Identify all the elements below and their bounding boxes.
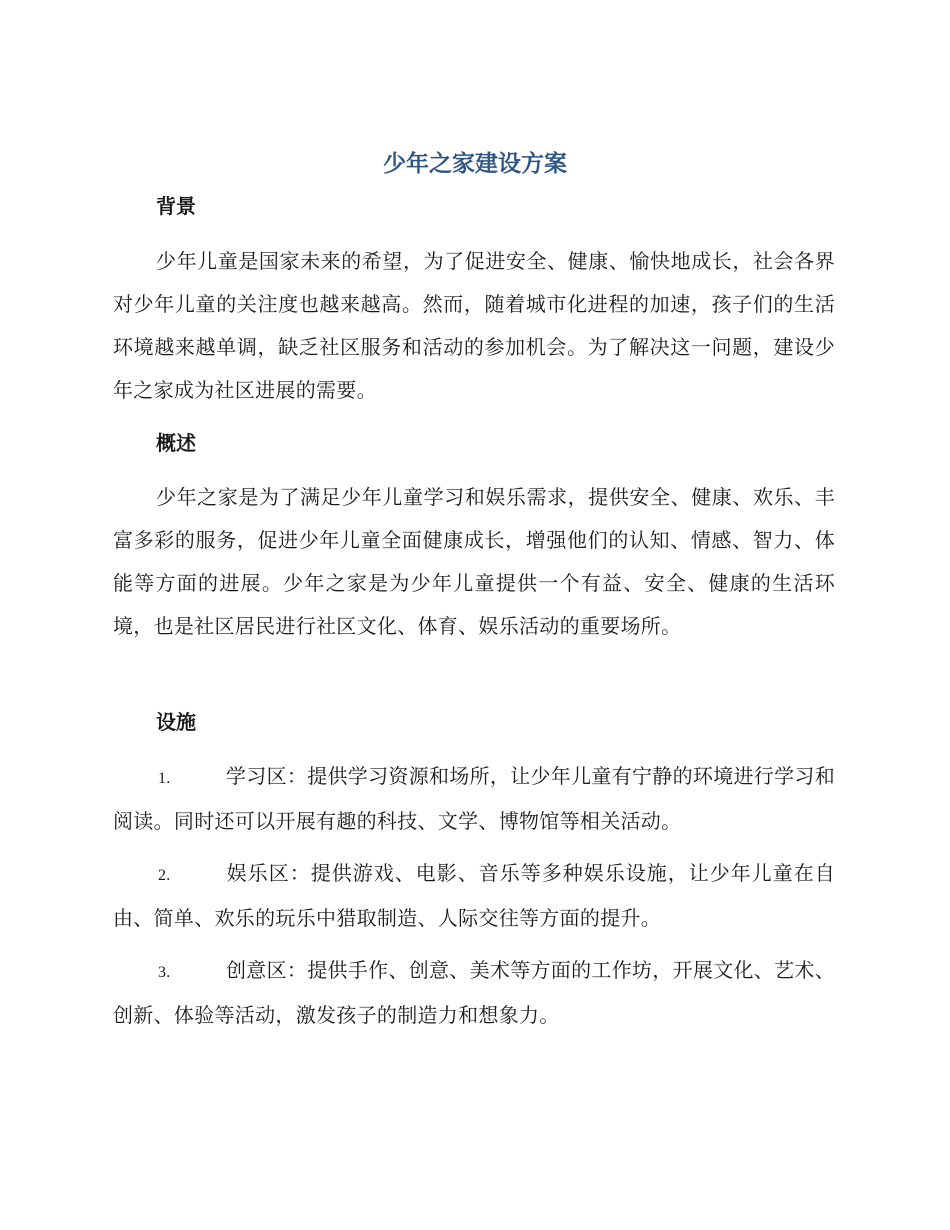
document-title: 少年之家建设方案 [383,151,567,177]
section-paragraph-background: 少年儿童是国家未来的希望，为了促进安全、健康、愉快地成长，社会各界对少年儿童的关注度也越来越高。然而，随着城市化进程的加速，孩子们的生活环境越来越单调，缺乏社区服务和活动的参加机会。为了解决这一问题，建设少年之家成为社区进展的需要。 [113,249,835,402]
section-heading-overview: 概述 [156,431,196,455]
section-heading-background: 背景 [156,194,196,218]
list-item-number: 3. [158,964,171,981]
list-item-text: 娱乐区：提供游戏、电影、音乐等多种娱乐设施，让少年儿童在自由、简单、欢乐的玩乐中猎取制造、人际交往等方面的提升。 [113,861,835,930]
list-item-text: 学习区：提供学习资源和场所，让少年儿童有宁静的环境进行学习和阅读。同时还可以开展有趣的科技、文学、博物馆等相关活动。 [113,764,835,833]
section-paragraph-overview: 少年之家是为了满足少年儿童学习和娱乐需求，提供安全、健康、欢乐、丰富多彩的服务，促进少年儿童全面健康成长，增强他们的认知、情感、智力、体能等方面的进展。少年之家是为少年儿童提供一个有益、安全、健康的生活环境，也是社区居民进行社区文化、体育、娱乐活动的重要场所。 [113,485,835,638]
section-heading-facilities: 设施 [156,710,196,734]
list-item-number: 1. [158,770,171,787]
list-item [113,755,835,843]
list-item-number: 2. [158,867,171,884]
list-item [113,949,835,1037]
list-item [113,852,835,940]
list-item-text: 创意区：提供手作、创意、美术等方面的工作坊，开展文化、艺术、创新、体验等活动，激发孩子的制造力和想象力。 [113,958,835,1027]
